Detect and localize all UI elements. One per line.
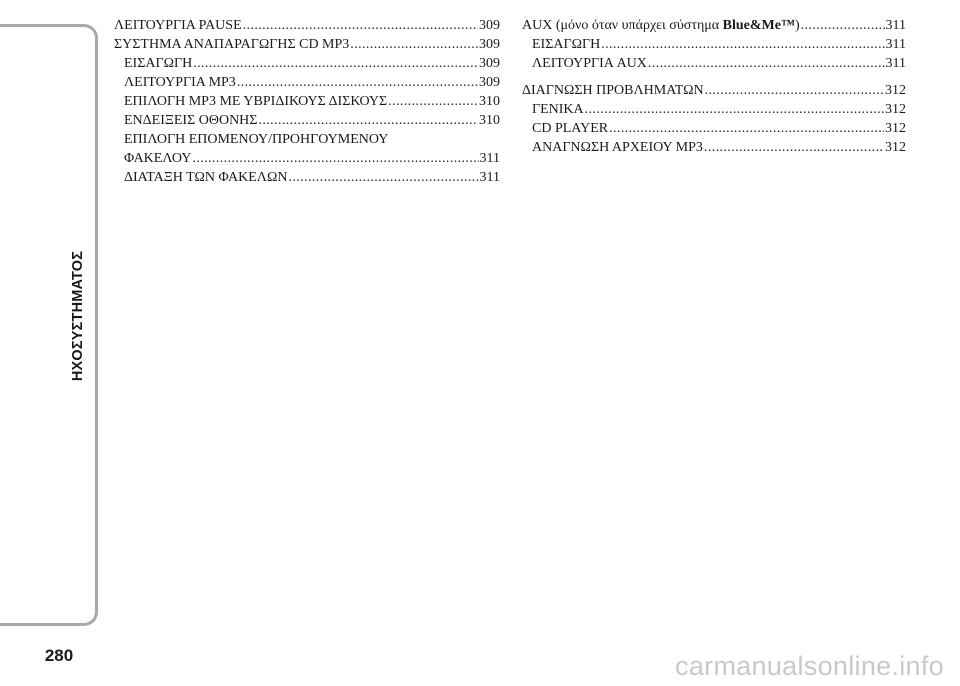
toc-entry-title: ΛΕΙΤΟΥΡΓΙΑ AUX [532, 56, 647, 71]
toc-entry[interactable] [522, 81, 906, 100]
toc-entry-title: ΔΙΑΓΝΩΣΗ ΠΡΟΒΛΗΜΑΤΩΝ [522, 83, 704, 98]
toc-entry-page: 311 [885, 56, 906, 71]
dot-leader [704, 138, 884, 157]
toc-entry[interactable] [114, 35, 500, 54]
toc-entry[interactable] [522, 16, 906, 35]
toc-entry-page: 312 [885, 140, 906, 155]
dot-leader [258, 111, 478, 130]
toc-entry-title: ΕΝΔΕΙΞΕΙΣ ΟΘΟΝΗΣ [124, 113, 258, 128]
toc-entry-title: ΕΠΙΛΟΓΗ MP3 ΜΕ ΥΒΡΙΔΙΚΟΥΣ ΔΙΣΚΟΥΣ [124, 94, 388, 109]
dot-leader [193, 54, 478, 73]
toc-entry[interactable] [522, 54, 906, 73]
dot-leader [801, 16, 885, 35]
toc-entry-page: 309 [479, 75, 500, 90]
brand-name: Blue&Me™ [722, 18, 795, 33]
dot-leader [192, 149, 478, 168]
toc-entry[interactable] [114, 92, 500, 111]
toc-entry-page: 312 [885, 83, 906, 98]
toc-entry-title-line1: ΕΠΙΛΟΓΗ ΕΠΟΜΕΝΟΥ/ΠΡΟΗΓΟΥΜΕΝΟΥ [124, 132, 389, 147]
toc-entry[interactable] [522, 119, 906, 138]
dot-leader [243, 16, 478, 35]
toc-entry[interactable] [522, 138, 906, 157]
toc-entry-title: ΦΑΚΕΛΟΥ [124, 151, 192, 166]
toc-entry[interactable] [114, 111, 500, 130]
toc-column-left [114, 16, 500, 187]
dot-leader [601, 35, 884, 54]
toc-entry[interactable] [114, 149, 500, 168]
toc-entry-page: 311 [479, 170, 500, 185]
toc-entry[interactable] [114, 168, 500, 187]
dot-leader [609, 119, 884, 138]
section-label: ΗΧΟΣΥΣΤΗΜΑΤΟΣ [70, 250, 86, 382]
watermark: carmanualsonline.info [675, 651, 944, 681]
toc-entry-page: 311 [479, 151, 500, 166]
dot-leader [705, 81, 884, 100]
toc-entry-page: 311 [885, 37, 906, 52]
toc-entry-title: ΛΕΙΤΟΥΡΓΙΑ PAUSE [114, 18, 242, 33]
toc-entry-title: ΓΕΝΙΚΑ [532, 102, 584, 117]
toc-entry-page: 309 [479, 37, 500, 52]
toc-entry-page: 310 [479, 94, 500, 109]
toc-entry-title-text: AUX (μόνο όταν υπάρχει σύστημα [522, 18, 723, 33]
toc-entry[interactable] [114, 54, 500, 73]
toc-entry-title-close: ) [794, 18, 800, 33]
toc-entry[interactable] [114, 16, 500, 35]
toc-entry-page: 309 [479, 56, 500, 71]
toc-entry[interactable] [522, 100, 906, 119]
toc-entry-page: 312 [885, 121, 906, 136]
toc-entry-page: 309 [479, 18, 500, 33]
toc-entry-title: ΕΙΣΑΓΩΓΗ [532, 37, 601, 52]
toc-entry-title [522, 16, 800, 35]
toc-entry-title: ΣΥΣΤΗΜΑ ΑΝΑΠΑΡΑΓΩΓΗΣ CD MP3 [114, 37, 350, 52]
dot-leader [350, 35, 478, 54]
dot-leader [237, 73, 478, 92]
dot-leader [585, 100, 884, 119]
dot-leader [648, 54, 885, 73]
toc-entry[interactable] [522, 35, 906, 54]
dot-leader [388, 92, 478, 111]
toc-entry[interactable] [114, 73, 500, 92]
toc-entry-page: 311 [885, 18, 906, 33]
toc-entry-page: 312 [885, 102, 906, 117]
toc-entry-title: ΑΝΑΓΝΩΣΗ ΑΡΧΕΙΟΥ MP3 [532, 140, 703, 155]
toc-column-right [522, 16, 906, 157]
dot-leader [288, 168, 478, 187]
toc-entry-title: ΔΙΑΤΑΞΗ ΤΩΝ ΦΑΚΕΛΩΝ [124, 170, 288, 185]
toc-entry-title: CD PLAYER [532, 121, 609, 136]
toc-entry-title: ΕΙΣΑΓΩΓΗ [124, 56, 193, 71]
toc-entry-title: ΛΕΙΤΟΥΡΓΙΑ MP3 [124, 75, 236, 90]
toc-entry-page: 310 [479, 113, 500, 128]
page-number: 280 [44, 646, 74, 665]
